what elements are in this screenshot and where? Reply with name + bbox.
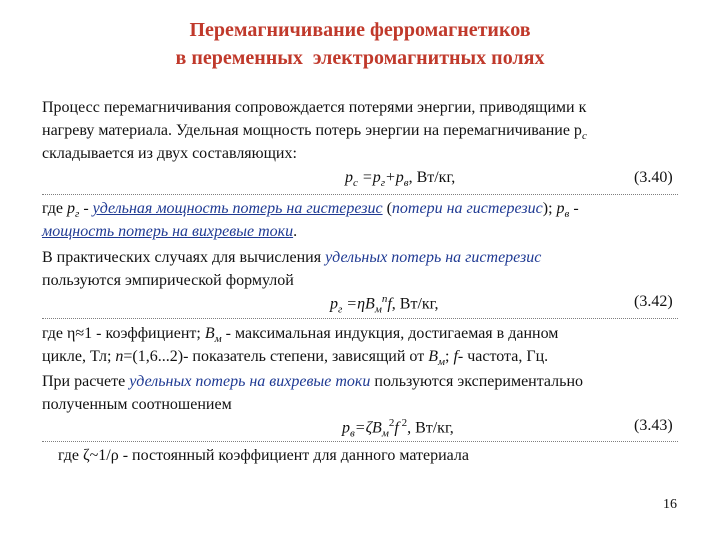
def2-B2sub: м (437, 356, 445, 369)
f342-s2: м (374, 303, 382, 316)
paragraph-3-line-2: полученным соотношением (42, 396, 232, 413)
def1-p2: p (556, 200, 565, 217)
paragraph-3-line-1 (42, 372, 583, 392)
def1-dot: . (293, 223, 298, 240)
term-hysteresis-losses: потери на гистерезис (391, 200, 543, 217)
p1-line2-text: нагреву материала. Удельная мощность потерь энергии на перемагничивание p (42, 122, 582, 139)
f343-f: f (394, 419, 399, 437)
f342-eq: =ηB (342, 295, 375, 313)
f342-sup: n (381, 293, 388, 305)
f340-mid2: +p (384, 169, 404, 186)
def2-l2c: ; (445, 348, 454, 365)
term-eddy-current-power: мощность потерь на вихревые токи (42, 223, 294, 240)
paragraph-1-line-3: складывается из двух составляющих: (42, 145, 297, 162)
f343-sup1: 2 (388, 417, 395, 429)
p3-b: пользуются экспериментально (370, 373, 584, 390)
f340-s2: г (380, 177, 385, 190)
definition-2-line-2 (42, 347, 548, 372)
def2-l1b: - максимальная индукция, достигаемая в данном (221, 325, 559, 342)
def2-l2d: - частота, Гц. (457, 348, 549, 365)
formula-3-40 (345, 169, 455, 189)
definition-2-line-1 (42, 324, 558, 349)
title-line-2: в переменных электромагнитных полях (175, 47, 545, 69)
def2-B: B (204, 325, 215, 342)
def2-l1a: где η≈1 - коэффициент; (42, 325, 205, 342)
def2-n: n (115, 348, 124, 365)
f343-p: p (342, 419, 350, 437)
f340-s3: в (403, 177, 409, 190)
paragraph-2-line-1 (42, 248, 541, 268)
title-line-1: Перемагничивание ферромагнетиков (189, 19, 531, 41)
f340-mid1: =p (357, 169, 381, 186)
def2-l2b: =(1,6...2)- показатель степени, зависящий от (123, 348, 429, 365)
def1-a: где (42, 200, 68, 217)
divider-line-1 (42, 194, 678, 195)
def1-paren-close: ); (542, 200, 557, 217)
equation-number-3-42: (3.42) (634, 293, 673, 310)
f343-eq: =ζB (354, 419, 382, 437)
p2-a: В практических случаях для вычисления (42, 249, 326, 266)
def2-Bsub: м (214, 333, 222, 346)
term-specific-hysteresis-losses: удельных потерь на гистерезис (325, 249, 542, 266)
def1-p: p (67, 200, 76, 217)
constant-note: где ζ~1/ρ - постоянный коэффициент для данного материала (58, 447, 469, 464)
term-hysteresis-power: удельная мощность потерь на гистерезис (92, 200, 383, 217)
def2-l2a: цикле, Тл; (42, 348, 116, 365)
f343-s1: в (350, 427, 355, 440)
def2-B2: B (428, 348, 438, 365)
f342-f: f (387, 295, 392, 313)
p3-a: При расчете (42, 373, 130, 390)
slide-title (0, 16, 720, 72)
def1-sub2: в (564, 208, 570, 221)
f343-s2: м (381, 427, 389, 440)
paragraph-2-line-2: пользуются эмпирической формулой (42, 272, 294, 289)
f342-tail: , Вт/кг, (391, 295, 439, 313)
formula-3-43 (342, 417, 454, 440)
definition-1-line-1 (42, 199, 579, 224)
f340-s1: c (353, 177, 358, 190)
equation-number-3-43: (3.43) (634, 417, 673, 434)
f342-p: p (330, 295, 338, 313)
paragraph-1-line-2 (42, 121, 587, 146)
equation-number-3-40: (3.40) (634, 169, 673, 186)
def2-f: f (453, 348, 458, 365)
def1-paren-open: ( (382, 200, 392, 217)
def1-dash: - (79, 200, 93, 217)
term-specific-eddy-losses: удельных потерь на вихревые токи (129, 373, 371, 390)
divider-line-2 (42, 318, 678, 319)
formula-3-42 (330, 293, 438, 316)
divider-line-3 (42, 441, 678, 442)
f340-tail: , Вт/кг, (408, 169, 456, 186)
page-number: 16 (663, 497, 677, 512)
f343-sup2: 2 (398, 417, 408, 429)
definition-1-line-2 (42, 222, 297, 242)
f340-p1: p (345, 169, 353, 186)
def1-sub: г (75, 208, 80, 221)
paragraph-1-line-1: Процесс перемагничивания сопровождается потерями энергии, приводящими к (42, 99, 587, 116)
p1-line2-sub: c (581, 130, 587, 143)
def1-dash2: - (569, 200, 579, 217)
f343-tail: , Вт/кг, (407, 419, 454, 437)
f342-s1: г (338, 303, 343, 316)
